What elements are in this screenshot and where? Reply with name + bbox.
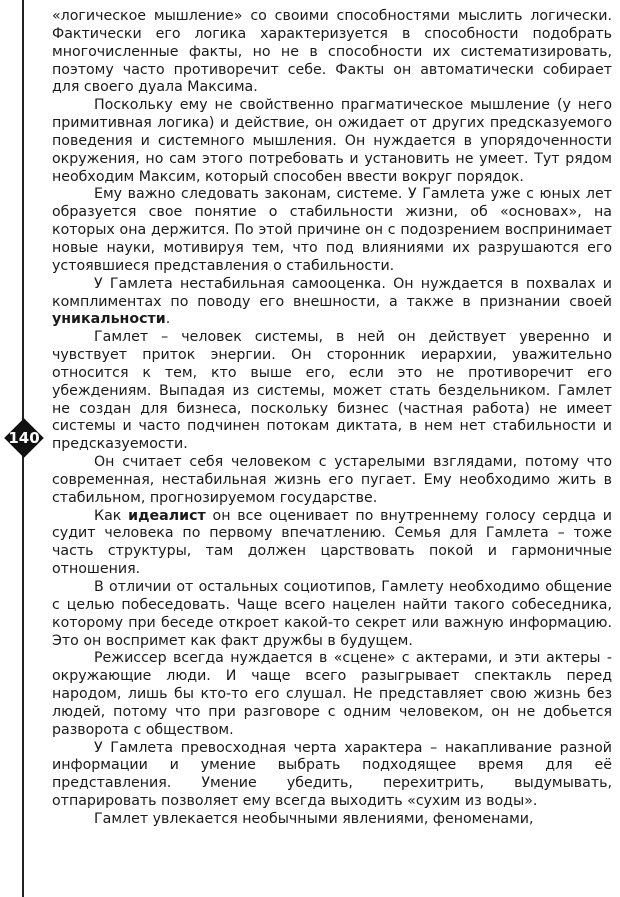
paragraph-text: «логическое мышление» со своими способностями мыслить логически. Фактически его логика характеризуется в способности подобрать многочисленные факты, но не в способности их систематизировать, поэтому часто противоречит себе. Факты он автоматически собирает для своего дуала Максима.	[52, 8, 612, 96]
paragraph-text: Как	[94, 507, 129, 524]
paragraph	[52, 97, 612, 186]
paragraph-text: Гамлет увлекается необычными явлениями, феноменами,	[94, 810, 534, 827]
paragraph	[52, 186, 612, 275]
paragraph-text: Гамлет – человек системы, в ней он действует уверенно и чувствует приток энергии. Он сторонник иерархии, уважительно относится к тем, кто выше его, если это не противоречит его убеждениям. Выпадая из системы, может стать бездельником. Гамлет не создан для бизнеса, поскольку бизнес (частная работа) не имеет системы и часто подчинен потокам диктата, в нем нет стабильности и предсказуемости.	[52, 329, 612, 453]
emphasized-term: уникальности	[52, 311, 166, 328]
emphasized-term: идеалист	[128, 507, 206, 524]
paragraph-text: У Гамлета нестабильная самооценка. Он нуждается в похвалах и комплиментах по поводу его внешности, а также в признании своей	[52, 275, 612, 310]
page-number-badge	[4, 418, 44, 458]
paragraph	[52, 508, 612, 579]
paragraph-text: Ему важно следовать законам, системе. У Гамлета уже с юных лет образуется свое понятие о стабильности жизни, об «основах», на которых она держится. По этой причине он с подозрением воспринимает новые науки, мотивируя тем, что под влияниями их разрушаются его устоявшиеся представления о стабильности.	[52, 186, 612, 274]
page-number: 140	[8, 429, 40, 447]
paragraph	[52, 454, 612, 508]
paragraph	[52, 740, 612, 811]
paragraph-text: У Гамлета превосходная черта характера – накапливание разной информации и умение выбрать подходящее время для её представления. Умение убедить, перехитрить, выдумывать, отпарировать позволяет ему всегда выходить «сухим из воды».	[52, 739, 612, 810]
body-text	[52, 8, 612, 829]
paragraph-text: Режиссер всегда нуждается в «сцене» с актерами, и эти актеры - окружающие люди. И чаще всего разыгрывает спектакль перед народом, лишь бы кто-то его слушал. Не представляет свою жизнь без людей, потому что при разговоре с одним человеком, он не добьется разворота с обществом.	[52, 650, 612, 738]
paragraph	[52, 579, 612, 650]
paragraph	[52, 650, 612, 739]
paragraph-text: .	[165, 311, 171, 328]
paragraph	[52, 811, 612, 829]
paragraph-text: он все оценивает по внутреннему голосу сердца и судит человека по первому впечатлению. Семья для Гамлета – тоже часть структуры, там должен царствовать покой и гармоничные отношения.	[52, 507, 612, 578]
paragraph	[52, 276, 612, 330]
paragraph	[52, 8, 612, 97]
paragraph	[52, 329, 612, 454]
paragraph-text: Он считает себя человеком с устарелыми взглядами, потому что современная, нестабильная жизнь его пугает. Ему необходимо жить в стабильном, прогнозируемом государстве.	[52, 454, 612, 506]
paragraph-text: Поскольку ему не свойственно прагматическое мышление (у него примитивная логика) и действие, он ожидает от других предсказуемого поведения и системного мышления. Он нуждается в упорядоченности окружения, но сам этого потребовать и установить не умеет. Тут рядом необходим Максим, который способен ввести вокруг порядок.	[52, 97, 612, 185]
paragraph-text: В отличии от остальных социотипов, Гамлету необходимо общение с целью побеседовать. Чаще всего нацелен найти такого собеседника, которому при беседе откроет какой-то секрет или важную информацию. Это он воспримет как факт дружбы в будущем.	[52, 579, 612, 649]
